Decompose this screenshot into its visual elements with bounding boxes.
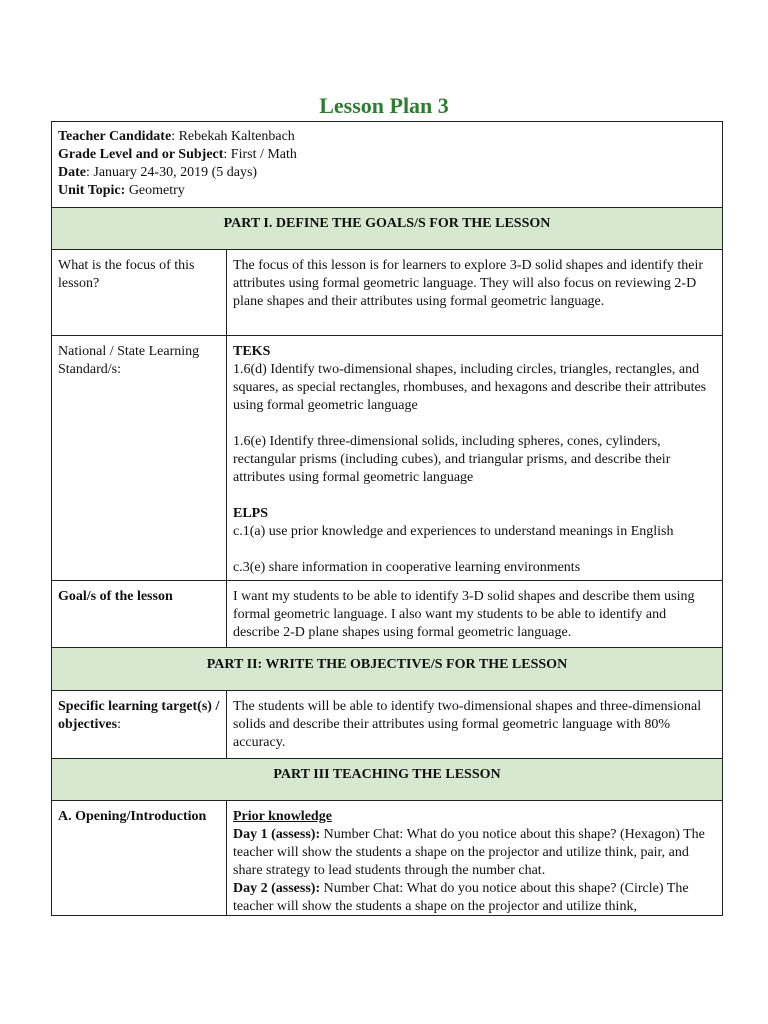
standards-row: [52, 336, 722, 581]
teacher-line: [58, 128, 716, 146]
day2-paragraph: [233, 880, 716, 916]
prior-knowledge-heading: Prior knowledge: [233, 809, 332, 824]
page-title: Lesson Plan 3: [319, 93, 449, 118]
elps-standard-1: c.1(a) use prior knowledge and experiences to understand meanings in English: [233, 524, 674, 539]
opening-label: A. Opening/Introduction: [52, 801, 227, 915]
objectives-label-cell: [52, 691, 227, 758]
objectives-text: The students will be able to identify two-dimensional shapes and three-dimensional solids and describe their attributes using formal geometric language with 80% accuracy.: [233, 699, 702, 750]
focus-text: The focus of this lesson is for learners to explore 3-D solid shapes and identify their attributes using formal geometric language. They will also focus on reviewing 2-D plane shapes and their attributes using formal geometric language.: [233, 258, 704, 309]
goals-label: Goal/s of the lesson: [52, 581, 227, 647]
part2-heading: PART II: WRITE THE OBJECTIVE/S FOR THE LESSON: [52, 648, 722, 691]
goals-text: I want my students to be able to identify 3-D solid shapes and describe them using formal geometric language. I also want my students to be able to identify and describe 2-D plane shapes using formal geometric language.: [233, 589, 695, 640]
grade-value: : First / Math: [223, 147, 297, 162]
objectives-row: [52, 691, 722, 759]
opening-content: [227, 801, 722, 915]
teacher-label: Teacher Candidate: [58, 129, 172, 144]
objectives-colon: :: [117, 717, 121, 732]
day2-text: Number Chat: What do you notice about this shape? (Circle) The teacher will show the students a shape on the projector and utilize think,: [233, 881, 689, 914]
standards-content: [227, 336, 722, 580]
grade-line: [58, 146, 716, 164]
opening-row: [52, 801, 722, 915]
focus-row: [52, 250, 722, 336]
day2-label: Day 2 (assess):: [233, 881, 321, 896]
unit-value: Geometry: [125, 183, 185, 198]
teacher-value: : Rebekah Kaltenbach: [171, 129, 295, 144]
part3-heading: PART III TEACHING THE LESSON: [52, 759, 722, 801]
teks-standard-2: 1.6(e) Identify three-dimensional solids, including spheres, cones, cylinders, rectangular prisms (including cubes), and triangular prisms, and describe their attributes using formal geometric language: [233, 434, 671, 485]
goals-row: [52, 581, 722, 648]
elps-standard-2: c.3(e) share information in cooperative learning environments: [233, 560, 581, 575]
day1-label: Day 1 (assess):: [233, 827, 321, 842]
standards-label: National / State Learning Standard/s:: [52, 336, 227, 580]
teks-heading: TEKS: [233, 344, 271, 359]
focus-label: What is the focus of this lesson?: [52, 250, 227, 335]
date-line: [58, 164, 716, 182]
objectives-label: Specific learning target(s) / objectives: [58, 699, 220, 732]
unit-label: Unit Topic:: [58, 183, 126, 198]
header-info: [52, 122, 722, 208]
day1-paragraph: [233, 826, 716, 880]
elps-heading: ELPS: [233, 506, 269, 521]
part1-heading: PART I. DEFINE THE GOALS/S FOR THE LESSON: [52, 208, 722, 250]
date-value: : January 24-30, 2019 (5 days): [86, 165, 258, 180]
grade-label: Grade Level and or Subject: [58, 147, 224, 162]
date-label: Date: [58, 165, 86, 180]
lesson-plan-table: [51, 121, 723, 916]
day1-text: Number Chat: What do you notice about this shape? (Hexagon) The teacher will show the students a shape on the projector and utilize think, pair, and share strategy to lead students through the number chat.: [233, 827, 705, 878]
teks-standard-1: 1.6(d) Identify two-dimensional shapes, including circles, triangles, rectangles, and squares, as special rectangles, rhombuses, and hexagons and describe their attributes using formal geometric language: [233, 362, 707, 413]
unit-line: [58, 182, 716, 200]
